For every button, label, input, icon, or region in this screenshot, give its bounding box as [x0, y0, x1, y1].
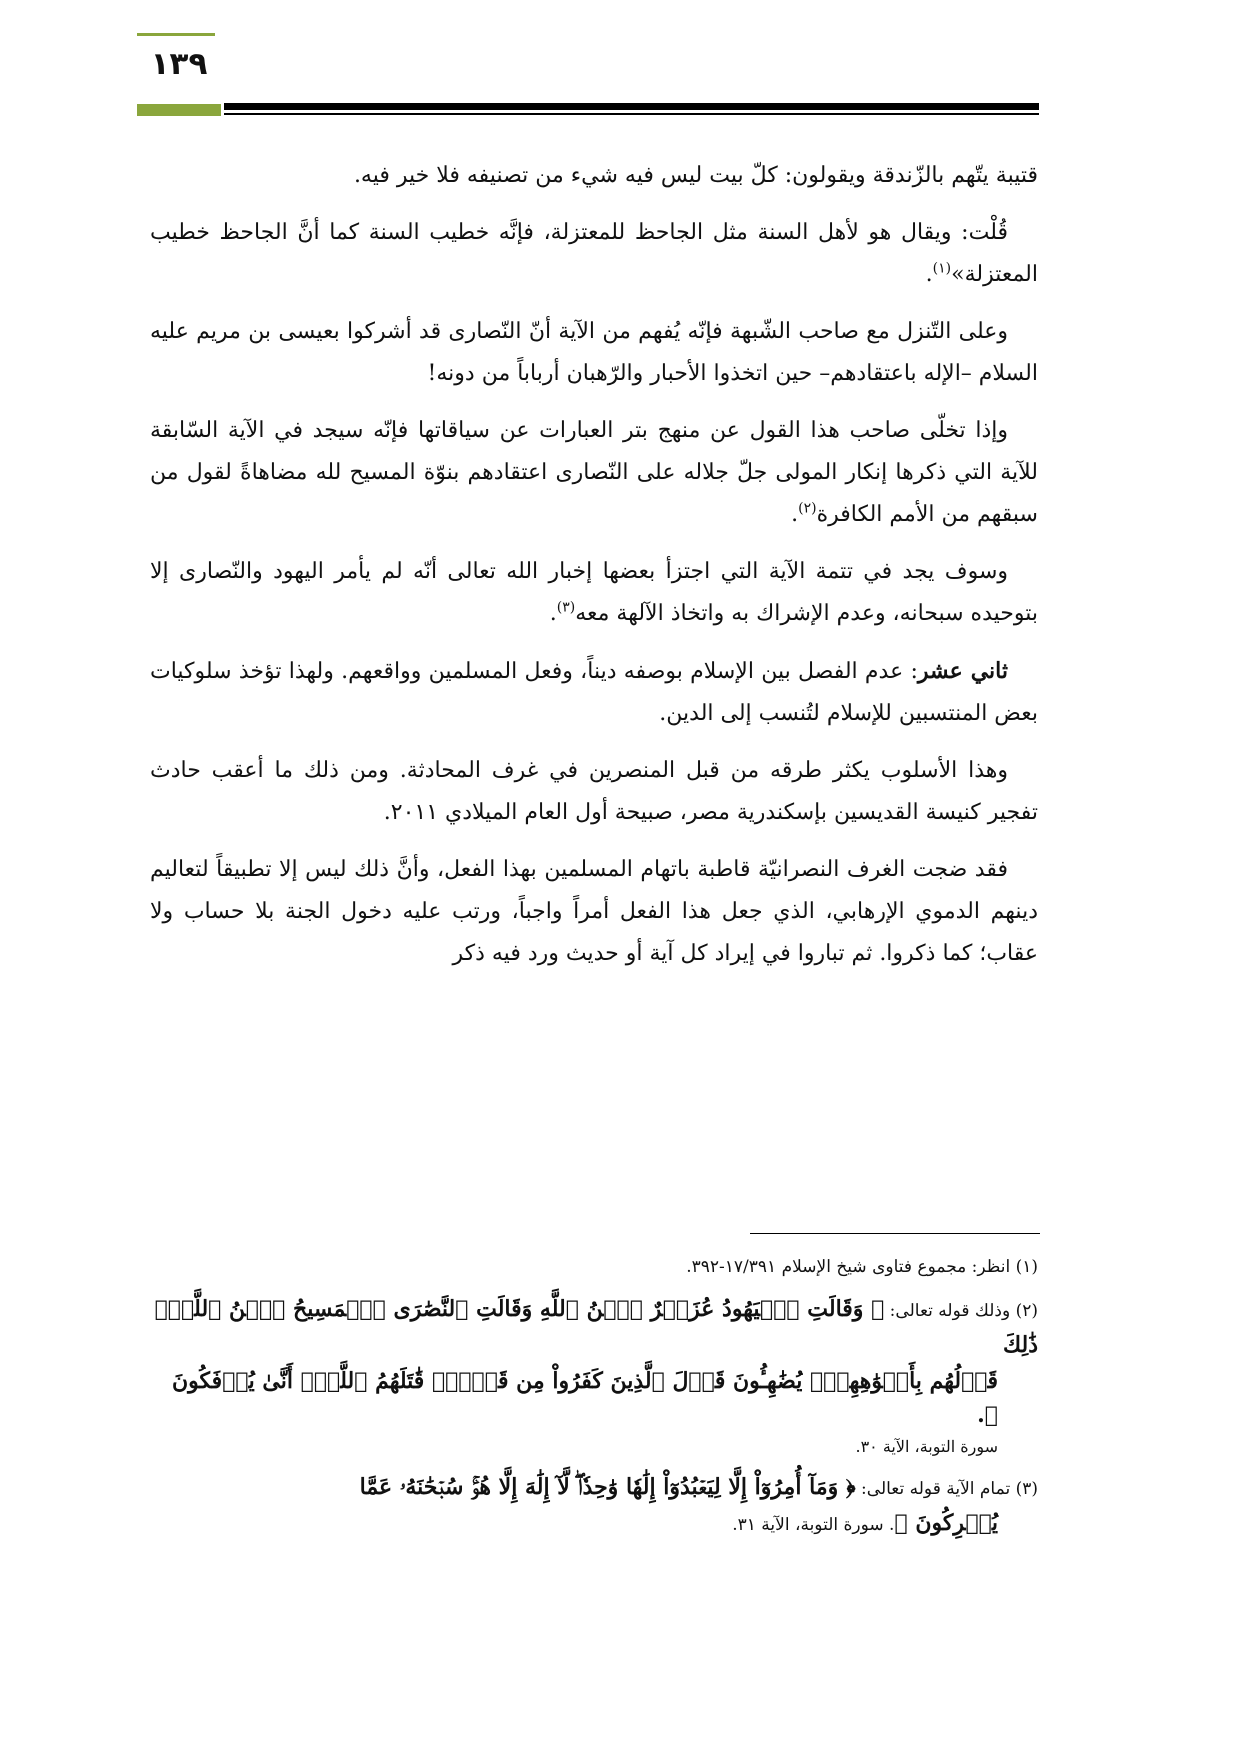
- footnotes: [150, 1250, 1038, 1550]
- footnote-ref-2[interactable]: (٢): [798, 500, 817, 517]
- footnote-ref-3[interactable]: (٣): [556, 599, 576, 616]
- quran-verse-continued: قَوۡلُهُم بِأَفۡوَٰهِهِمۡۖ يُضَٰهِـُٔونَ قَوۡلَ ٱلَّذِينَ كَفَرُواْ مِن قَبۡلُۚ قَٰتَلَهُمُ ٱللَّهُۚ أَنَّىٰ يُؤۡفَكُونَ ﴾.: [172, 1368, 998, 1428]
- quran-verse: ﴿ وَمَآ أُمِرُوٓاْ إِلَّا لِيَعۡبُدُوٓاْ إِلَٰهٗا وَٰحِدٗاۖ لَّآ إِلَٰهَ إِلَّا هُوَۚ سُبۡحَٰنَهُۥ عَمَّا: [359, 1474, 856, 1500]
- footnote-source: سورة التوبة، الآية ٣٠.: [855, 1437, 998, 1456]
- paragraph-3: وعلى التّنزل مع صاحب الشّبهة فإنّه يُفهم من الآية أنّ النّصارى قد أشركوا بعيسى بن مريم عليه السلام –الإله باعتقادهم– حين اتخذوا الأحبار والرّهبان أرباباً من دونه!: [150, 319, 1038, 386]
- footnote-separator: [750, 1233, 1040, 1234]
- section-heading-inline: ثاني عشر: [917, 658, 1008, 684]
- header-rule-thick: [224, 103, 1039, 110]
- paragraph-7: وهذا الأسلوب يكثر طرقه من قبل المنصرين في غرف المحادثة. ومن ذلك ما أعقب حادث تفجير كنيسة القديسين بإسكندرية مصر، صبيحة أول العام الميلادي ٢٠١١.: [150, 758, 1038, 825]
- footnote-3: (٣) تمام الآية قوله تعالى: ﴿ وَمَآ أُمِرُوٓاْ إِلَّا لِيَعۡبُدُوٓاْ إِلَٰهٗا وَٰحِدٗاۖ لَّآ إِلَٰهَ إِلَّا هُوَۚ سُبۡحَٰنَهُۥ عَمَّا يُشۡرِكُونَ ﴾. سورة التوبة، الآية ٣١.: [150, 1470, 1038, 1542]
- paragraph-8: فقد ضجت الغرف النصرانيّة قاطبة باتهام المسلمين بهذا الفعل، وأنَّ ذلك ليس إلا تطبيقاً لتعاليم دينهم الدموي الإرهابي، الذي جعل هذا الفعل أمراً واجباً، ورتب عليه دخول الجنة بلا حساب ولا عقاب؛ كما ذكروا. ثم تباروا في إيراد كل آية أو حديث ورد فيه ذكر: [150, 857, 1038, 966]
- header-top-line: [137, 33, 215, 36]
- page-number: ١٣٩: [150, 46, 208, 82]
- paragraph-5: وسوف يجد في تتمة الآية التي اجتزأ بعضها إخبار الله تعالى أنّه لم يأمر اليهود والنّصارى إلا بتوحيده سبحانه، وعدم الإشراك به واتخاذ الآلهة معه$^{(٣)}$.: [150, 559, 1038, 626]
- paragraph-4: وإذا تخلّى صاحب هذا القول عن منهج بتر العبارات عن سياقاتها فإنّه سيجد في الآية السّابقة للآية التي ذكرها إنكار المولى جلّ جلاله على النّصارى اعتقادهم بنوّة المسيح لله مضاهاةً لقول من سبقهم من الأمم الكافرة$^{(٢)}$.: [150, 418, 1038, 527]
- quran-verse-continued-line: يُشۡرِكُونَ ﴾. سورة التوبة، الآية ٣١.: [732, 1510, 998, 1536]
- main-text: [150, 155, 1038, 990]
- quran-verse: ﴿ وَقَالَتِ ٱلۡيَهُودُ عُزَيۡرٌ ٱبۡنُ ٱللَّهِ وَقَالَتِ ٱلنَّصَٰرَى ٱلۡمَسِيحُ ٱبۡنُ ٱللَّهِۖ ذَٰلِكَ: [154, 1296, 1038, 1358]
- footnote-1: (١) انظر: مجموع فتاوى شيخ الإسلام ١٧/٣٩١-٣٩٢.: [686, 1257, 1038, 1277]
- header-rule-thin: [224, 113, 1039, 115]
- paragraph-2: قُلْت: ويقال هو لأهل السنة مثل الجاحظ للمعتزلة، فإنَّه خطيب السنة كما أنَّ الجاحظ خطيب المعتزلة»$^{(١)}$.: [150, 220, 1038, 287]
- paragraph-6: ثاني عشر: عدم الفصل بين الإسلام بوصفه ديناً، وفعل المسلمين وواقعهم. ولهذا تؤخذ سلوكيات بعض المنتسبين للإسلام لتُنسب إلى الدين.: [150, 658, 1038, 726]
- footnote-ref-1[interactable]: (١): [932, 260, 952, 277]
- paragraph-1: قتيبة يتّهم بالزّندقة ويقولون: كلّ بيت ليس فيه شيء من تصنيفه فلا خير فيه.: [353, 163, 1038, 188]
- footnote-2: (٢) وذلك قوله تعالى: ﴿ وَقَالَتِ ٱلۡيَهُودُ عُزَيۡرٌ ٱبۡنُ ٱللَّهِ وَقَالَتِ ٱلنَّصَٰرَى ٱلۡمَسِيحُ ٱبۡنُ ٱللَّهِۖ ذَٰلِكَ قَوۡلُهُم بِأَفۡوَٰهِهِمۡۖ يُضَٰهِـُٔونَ قَوۡلَ ٱلَّذِينَ كَفَرُواْ مِن قَبۡلُۚ قَٰتَلَهُمُ ٱللَّهُۚ أَنَّىٰ يُؤۡفَكُونَ ﴾. سورة التوبة، الآية ٣٠.: [150, 1292, 1038, 1462]
- header-accent-bar: [137, 104, 221, 116]
